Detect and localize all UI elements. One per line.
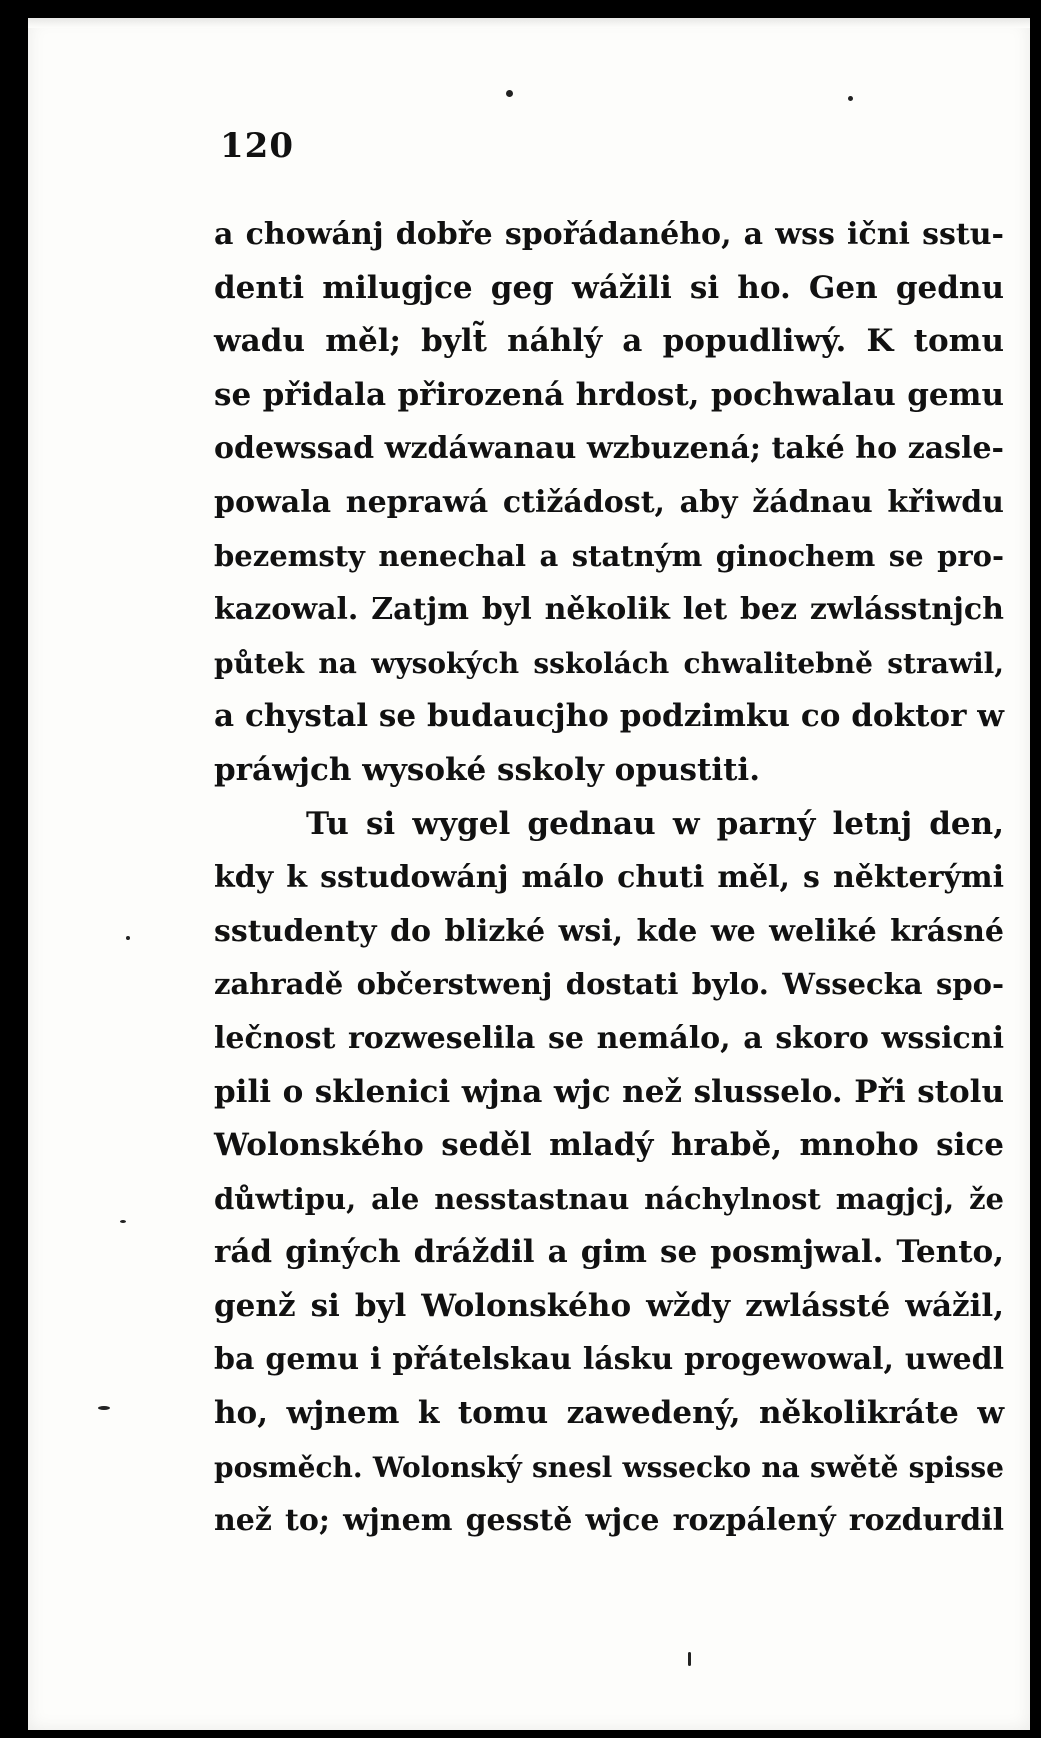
ink-speck bbox=[506, 90, 513, 97]
text-line: důwtipu, ale nesstastnau náchylnost magjcj, že bbox=[214, 1181, 1004, 1216]
paragraph-1 bbox=[214, 208, 1004, 798]
text-line: denti milugjce geg wážili si ho. Gen gednu bbox=[214, 269, 1004, 306]
text-line: genž si byl Wolonského wždy zwlássté wážil, bbox=[214, 1287, 1004, 1324]
ink-speck bbox=[98, 1406, 110, 1410]
text-line: zahradě občerstwenj dostati bylo. Wssecka spo- bbox=[214, 967, 1004, 1002]
text-line: než to; wjnem gesstě wjce rozpálený rozdurdil bbox=[214, 1503, 1004, 1539]
text-line: odewssad wzdáwanau wzbuzená; také ho zasle- bbox=[214, 431, 1004, 467]
book-page bbox=[28, 18, 1030, 1730]
ink-speck bbox=[126, 936, 130, 940]
text-line: pili o sklenici wjna wjc než slusselo. Při stolu bbox=[214, 1073, 1004, 1110]
text-line: Tu si wygel gednau w parný letnj den, bbox=[306, 805, 1004, 842]
text-line: wadu měl; bylt̃ náhlý a popudliwý. K tomu bbox=[214, 323, 1004, 360]
text-line: powala neprawá ctižádost, aby žádnau křiwdu bbox=[214, 484, 1004, 520]
page-number: 120 bbox=[220, 126, 294, 166]
text-line: kazowal. Zatjm byl několik let bez zwlásstnjch bbox=[214, 592, 1004, 628]
text-line: ho, wjnem k tomu zawedený, několikráte w bbox=[214, 1395, 1004, 1432]
paragraph-2 bbox=[214, 798, 1004, 1548]
ink-speck bbox=[120, 1220, 126, 1223]
text-line: lečnost rozweselila se nemálo, a skoro wssicni bbox=[214, 1020, 1004, 1056]
text-line: rád giných dráždil a gim se posmjwal. Tento, bbox=[214, 1234, 1004, 1271]
text-line: a chowánj dobře spořádaného, a wss ični sstu- bbox=[214, 217, 1004, 252]
text-line: ba gemu i přátelskau lásku progewowal, uwedl bbox=[214, 1342, 1004, 1378]
body-text bbox=[214, 208, 1004, 1548]
ink-speck bbox=[688, 1652, 691, 1666]
text-line: práwjch wysoké sskoly opustiti. bbox=[214, 751, 760, 788]
text-line: kdy k sstudowánj málo chuti měl, s některými bbox=[214, 860, 1004, 896]
text-line: posměch. Wolonský snesl wssecko na swětě spisse bbox=[214, 1450, 1004, 1484]
ink-speck bbox=[848, 96, 853, 101]
text-line: bezemsty nenechal a statným ginochem se pro- bbox=[214, 538, 1004, 573]
page-top-shadow bbox=[28, 18, 1030, 28]
text-line: Wolonského seděl mladý hrabě, mnoho sice bbox=[214, 1127, 1004, 1164]
text-line: a chystal se budaucjho podzimku co doktor w bbox=[214, 698, 1004, 735]
text-line: půtek na wysokých sskolách chwalitebně strawil, bbox=[214, 646, 1004, 680]
text-line: se přidala přirozená hrdost, pochwalau gemu bbox=[214, 376, 1004, 413]
text-line: sstudenty do blizké wsi, kde we weliké krásné bbox=[214, 913, 1004, 949]
